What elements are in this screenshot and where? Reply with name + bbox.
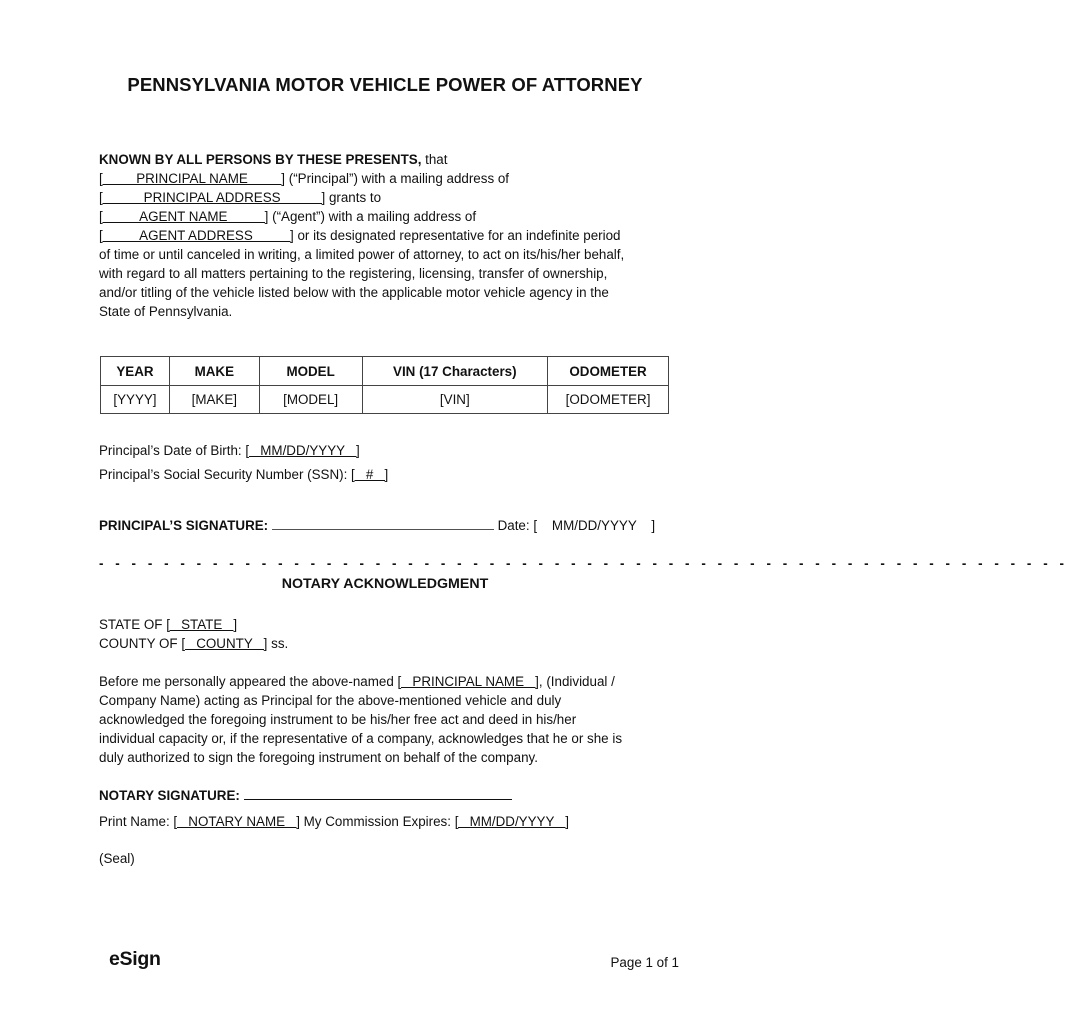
principal-signature-line: PRINCIPAL’S SIGNATURE: Date: [ MM/DD/YYYY ] (99, 518, 656, 533)
notary-line: Company Name) acting as Principal for the above-mentioned vehicle and duly (99, 693, 562, 708)
agent-address-field[interactable]: [ AGENT ADDRESS ] (99, 228, 294, 243)
signature-date-field[interactable]: MM/DD/YYYY ] (537, 518, 656, 533)
notary-principal-name-field[interactable]: [ PRINCIPAL NAME ] (397, 674, 539, 689)
notary-line: individual capacity or, if the representative of a company, acknowledges that he or she is (99, 731, 623, 746)
table-row (101, 386, 669, 414)
intro-line: with regard to all matters pertaining to the registering, licensing, transfer of ownership, (99, 266, 608, 281)
intro-line: and/or titling of the vehicle listed below with the applicable motor vehicle agency in the (99, 285, 609, 300)
principal-name-field[interactable]: [ PRINCIPAL NAME ] (99, 171, 286, 186)
document-title: PENNSYLVANIA MOTOR VEHICLE POWER OF ATTORNEY (127, 74, 643, 95)
header-odometer: ODOMETER (548, 357, 669, 386)
notary-heading: NOTARY ACKNOWLEDGMENT (281, 576, 489, 592)
ssn-line: Principal’s Social Security Number (SSN): [ # ] (99, 467, 389, 482)
dob-line: Principal’s Date of Birth: [ MM/DD/YYYY ] (99, 443, 360, 458)
notary-name-field[interactable]: [ NOTARY NAME ] (173, 814, 300, 829)
state-line: STATE OF [ STATE ] (99, 617, 238, 632)
notary-paragraph: Before me personally appeared the above-named [ PRINCIPAL NAME ], (Individual / Company Name) acting as Principal for the above-mentioned vehicle and duly acknowledged the foregoing instrument to be his/her free act and deed in his/her individual capacity or, if the representative of a company, acknowledges that he or she is duly authorized to sign the foregoing instrument on behalf of the company. (99, 672, 679, 767)
county-field[interactable]: [ COUNTY ] (181, 636, 268, 651)
odometer-field[interactable]: [ODOMETER] (548, 386, 669, 414)
commission-expires-field[interactable]: [ MM/DD/YYYY ] (454, 814, 570, 829)
dob-field[interactable]: [ MM/DD/YYYY ] (245, 443, 360, 458)
county-line: COUNTY OF [ COUNTY ] ss. (99, 636, 289, 651)
notary-line: duly authorized to sign the foregoing instrument on behalf of the company. (99, 750, 538, 765)
notary-signature-field[interactable] (244, 787, 512, 800)
intro-paragraph: KNOWN BY ALL PERSONS BY THESE PRESENTS, that [ PRINCIPAL NAME ] (“Principal”) with a mailing address of [ PRINCIPAL ADDRESS ] grants to [ AGENT NAME ] (“Agent”) with a mailing address of [ AGENT ADDRESS ] or its designated representative for an indefinite period of time or until canceled in writing, a limited power of attorney, to act on its/his/her behalf, with regard to all matters pertaining to the registering, licensing, transfer of ownership, and/or titling of the vehicle listed below with the applicable motor vehicle agency in the State of Pennsylvania. (99, 150, 679, 321)
header-vin: VIN (17 Characters) (362, 357, 548, 386)
principal-signature-label: PRINCIPAL’S SIGNATURE: (99, 518, 269, 533)
seal-label: (Seal) (99, 851, 135, 866)
notary-signature-line (99, 786, 679, 805)
separator-dashes: - - - - - - - - - - - - - - - - - - - - - - - - - - - - - - - - - - - - - - - - - - - - - - - - - - - - - - - - - - - - (99, 556, 1068, 571)
table-header-row (101, 357, 669, 386)
model-field[interactable]: [MODEL] (259, 386, 362, 414)
notary-signature-label: NOTARY SIGNATURE: (99, 788, 240, 803)
intro-line: of time or until canceled in writing, a limited power of attorney, to act on its/his/her behalf, (99, 247, 625, 262)
page-number: Page 1 of 1 (610, 955, 679, 970)
state-field[interactable]: [ STATE ] (166, 617, 238, 632)
header-model: MODEL (259, 357, 362, 386)
principal-address-field[interactable]: [ PRINCIPAL ADDRESS ] (99, 190, 326, 205)
esign-logo: eSign (109, 948, 161, 970)
known-by-heading: KNOWN BY ALL PERSONS BY THESE PRESENTS, (99, 152, 422, 167)
agent-name-field[interactable]: [ AGENT NAME ] (99, 209, 269, 224)
principal-signature-field[interactable] (272, 517, 494, 530)
header-year: YEAR (101, 357, 170, 386)
year-field[interactable]: [YYYY] (101, 386, 170, 414)
print-name-line: Print Name: [ NOTARY NAME ] My Commission Expires: [ MM/DD/YYYY ] (99, 814, 570, 829)
vehicle-table (100, 356, 669, 414)
notary-line: acknowledged the foregoing instrument to be his/her free act and deed in his/her (99, 712, 577, 727)
header-make: MAKE (169, 357, 259, 386)
intro-line: State of Pennsylvania. (99, 304, 233, 319)
make-field[interactable]: [MAKE] (169, 386, 259, 414)
vin-field[interactable]: [VIN] (362, 386, 548, 414)
ssn-field[interactable]: [ # ] (351, 467, 389, 482)
